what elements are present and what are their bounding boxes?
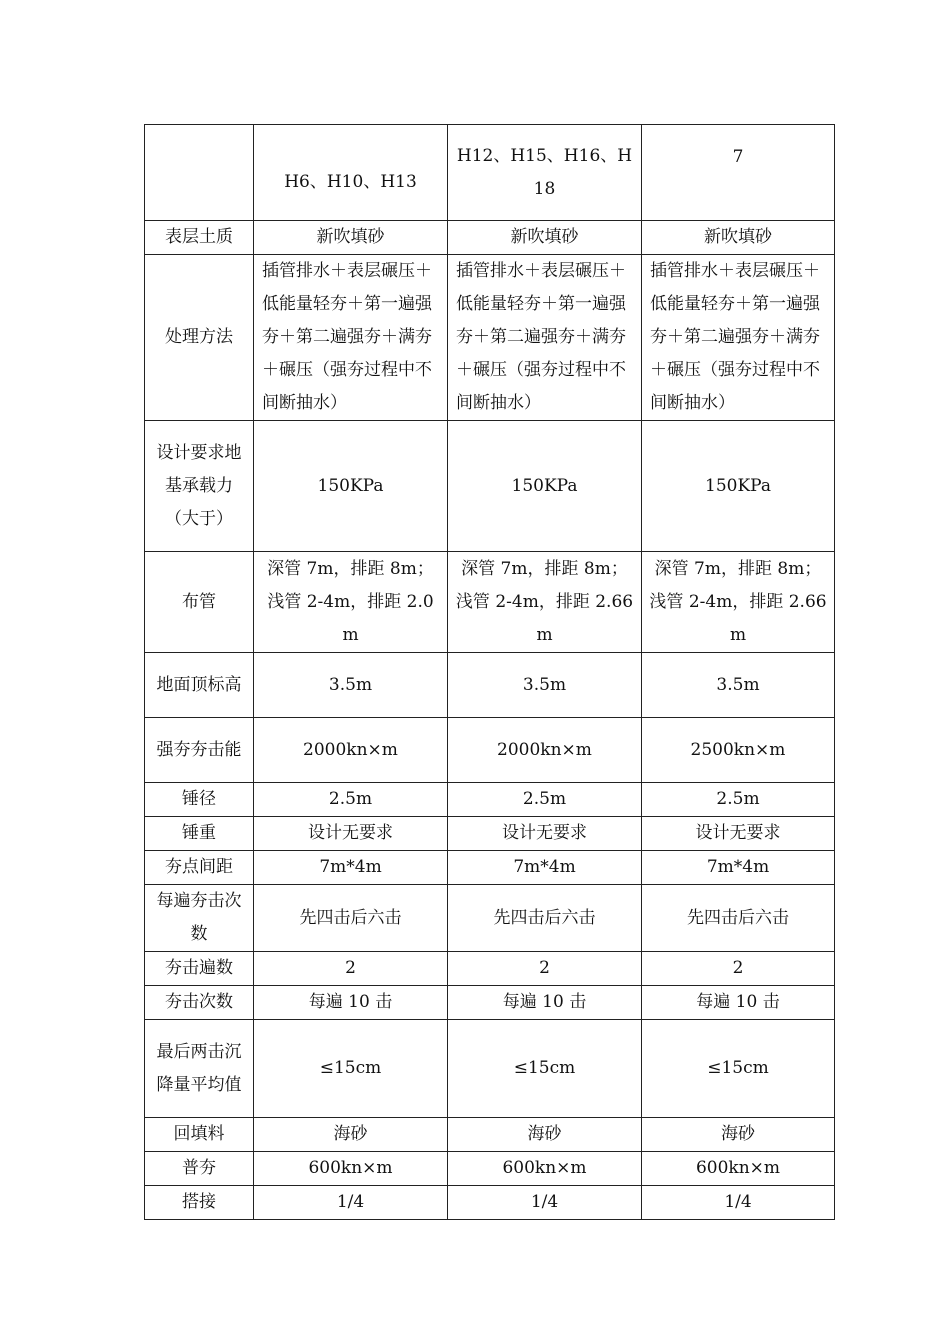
table-cell: 设计无要求 <box>642 817 835 851</box>
table-cell: 3.5m <box>448 653 642 718</box>
table-row <box>145 1186 835 1220</box>
table-cell: 先四击后六击 <box>448 885 642 952</box>
table-cell: 2.5m <box>254 783 448 817</box>
row-label: 夯击遍数 <box>145 952 254 986</box>
table-cell: ≤15cm <box>448 1020 642 1118</box>
table-cell: 1/4 <box>448 1186 642 1220</box>
table-row <box>145 986 835 1020</box>
spec-table <box>144 124 835 1220</box>
table-cell: 海砂 <box>448 1118 642 1152</box>
table-cell: ≤15cm <box>254 1020 448 1118</box>
row-label: 处理方法 <box>145 255 254 421</box>
table-cell: 7m*4m <box>448 851 642 885</box>
table-cell: ≤15cm <box>642 1020 835 1118</box>
table-cell: 2000kn×m <box>254 718 448 783</box>
table-cell: 设计无要求 <box>448 817 642 851</box>
table-cell: 600kn×m <box>448 1152 642 1186</box>
table-row <box>145 1020 835 1118</box>
table-cell: 每遍 10 击 <box>448 986 642 1020</box>
row-label: 地面顶标高 <box>145 653 254 718</box>
table-cell: 海砂 <box>642 1118 835 1152</box>
table-row <box>145 421 835 552</box>
header-cell <box>145 125 254 221</box>
table-row <box>145 1118 835 1152</box>
table-cell: 2500kn×m <box>642 718 835 783</box>
table-cell: 先四击后六击 <box>254 885 448 952</box>
table-row <box>145 817 835 851</box>
table-row <box>145 552 835 653</box>
table-cell: 海砂 <box>254 1118 448 1152</box>
table-cell: 2.5m <box>642 783 835 817</box>
table-cell: 600kn×m <box>642 1152 835 1186</box>
table-cell: 150KPa <box>448 421 642 552</box>
row-label: 表层土质 <box>145 221 254 255</box>
row-label: 最后两击沉降量平均值 <box>145 1020 254 1118</box>
table-cell: 新吹填砂 <box>254 221 448 255</box>
table-cell: 150KPa <box>254 421 448 552</box>
row-label: 回填料 <box>145 1118 254 1152</box>
table-row <box>145 255 835 421</box>
table-cell: 插管排水＋表层碾压＋低能量轻夯＋第一遍强夯＋第二遍强夯＋满夯＋碾压（强夯过程中不间断抽水） <box>642 255 835 421</box>
table-cell: 2.5m <box>448 783 642 817</box>
table-cell: 600kn×m <box>254 1152 448 1186</box>
header-cell: 7 <box>642 125 835 221</box>
table-cell: 3.5m <box>642 653 835 718</box>
table-row <box>145 885 835 952</box>
table-cell: 深管 7m，排距 8m；浅管 2-4m，排距 2.66m <box>642 552 835 653</box>
table-cell: 插管排水＋表层碾压＋低能量轻夯＋第一遍强夯＋第二遍强夯＋满夯＋碾压（强夯过程中不间断抽水） <box>254 255 448 421</box>
row-label: 强夯夯击能 <box>145 718 254 783</box>
row-label: 布管 <box>145 552 254 653</box>
table-cell: 7m*4m <box>254 851 448 885</box>
table-cell: 150KPa <box>642 421 835 552</box>
table-cell: 每遍 10 击 <box>254 986 448 1020</box>
row-label: 锤径 <box>145 783 254 817</box>
table-cell: 深管 7m，排距 8m；浅管 2-4m，排距 2.0m <box>254 552 448 653</box>
table-cell: 新吹填砂 <box>448 221 642 255</box>
row-label: 每遍夯击次数 <box>145 885 254 952</box>
table-row <box>145 851 835 885</box>
row-label: 普夯 <box>145 1152 254 1186</box>
row-label: 夯击次数 <box>145 986 254 1020</box>
table-cell: 3.5m <box>254 653 448 718</box>
table-cell: 新吹填砂 <box>642 221 835 255</box>
table-cell: 2 <box>254 952 448 986</box>
table-header-row <box>145 125 835 221</box>
table-cell: 2 <box>448 952 642 986</box>
table-row <box>145 783 835 817</box>
table-cell: 设计无要求 <box>254 817 448 851</box>
table-row <box>145 952 835 986</box>
row-label: 设计要求地基承载力（大于） <box>145 421 254 552</box>
table-cell: 7m*4m <box>642 851 835 885</box>
table-cell: 先四击后六击 <box>642 885 835 952</box>
table-cell: 每遍 10 击 <box>642 986 835 1020</box>
table-row <box>145 1152 835 1186</box>
row-label: 锤重 <box>145 817 254 851</box>
row-label: 搭接 <box>145 1186 254 1220</box>
header-cell: H12、H15、H16、H18 <box>448 125 642 221</box>
table-cell: 插管排水＋表层碾压＋低能量轻夯＋第一遍强夯＋第二遍强夯＋满夯＋碾压（强夯过程中不间断抽水） <box>448 255 642 421</box>
table-row <box>145 653 835 718</box>
table-cell: 1/4 <box>254 1186 448 1220</box>
header-cell: H6、H10、H13 <box>254 125 448 221</box>
table-row <box>145 718 835 783</box>
table-row <box>145 221 835 255</box>
table-cell: 深管 7m，排距 8m；浅管 2-4m，排距 2.66m <box>448 552 642 653</box>
table-cell: 1/4 <box>642 1186 835 1220</box>
row-label: 夯点间距 <box>145 851 254 885</box>
table-cell: 2 <box>642 952 835 986</box>
table-cell: 2000kn×m <box>448 718 642 783</box>
